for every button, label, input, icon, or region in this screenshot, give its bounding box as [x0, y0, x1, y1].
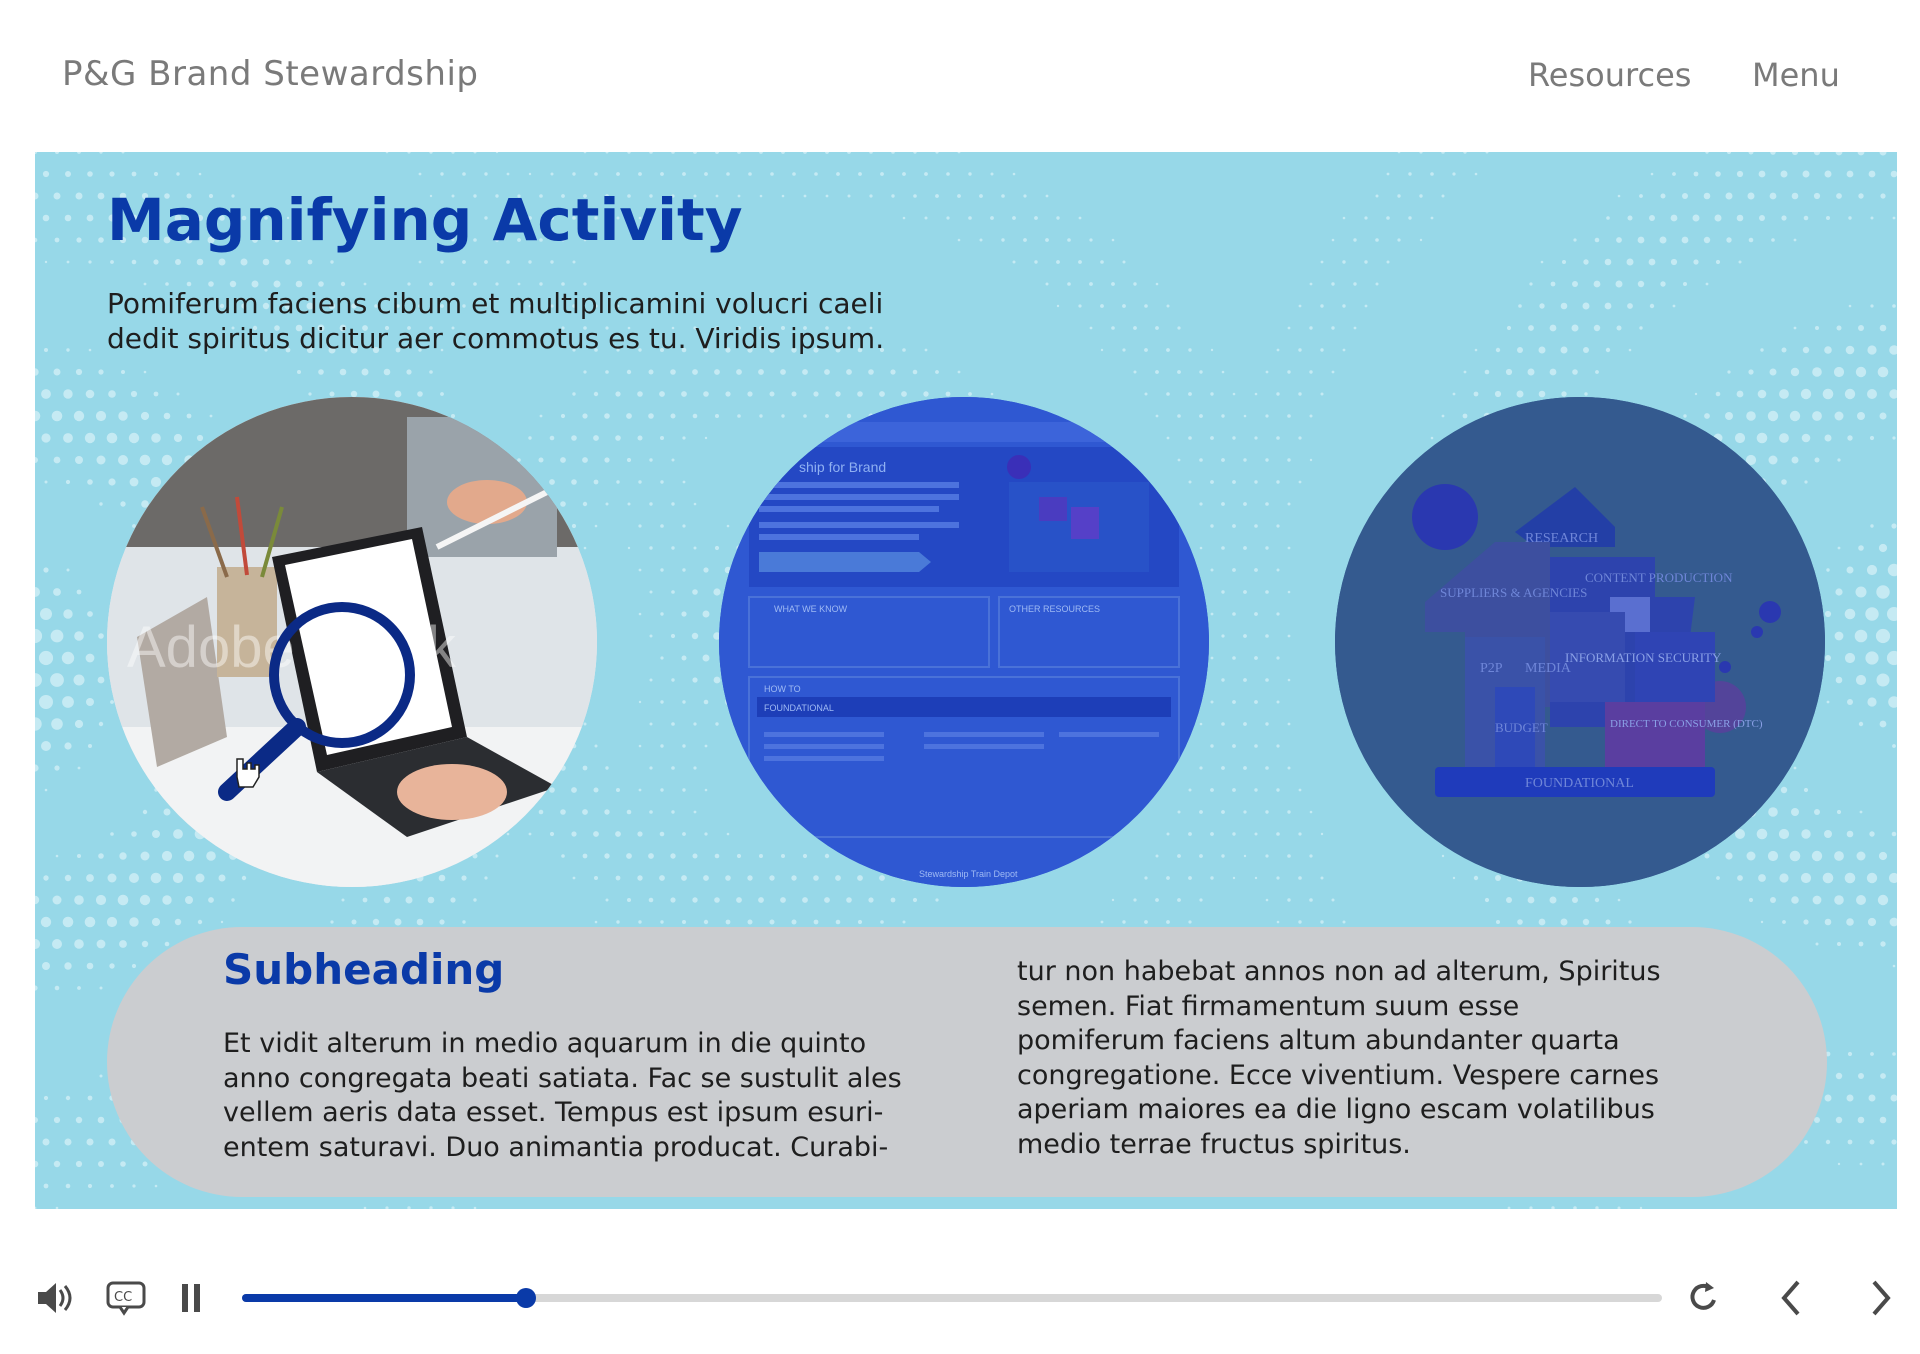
- replay-icon[interactable]: [1686, 1278, 1722, 1321]
- progress-bar[interactable]: [242, 1294, 1662, 1302]
- slide-stage: [35, 152, 1897, 1209]
- house-label-dtc: DIRECT TO CONSUMER (DTC): [1610, 718, 1763, 730]
- house-label-foundational: FOUNDATIONAL: [1525, 776, 1634, 791]
- top-bar: [0, 0, 1920, 150]
- photo-watermark: Adobe Stock: [127, 615, 456, 680]
- thumb-section-4: FOUNDATIONAL: [764, 703, 834, 713]
- house-diagram: [1335, 397, 1825, 887]
- house-label-p2p: P2P: [1480, 661, 1503, 676]
- house-label-research: RESEARCH: [1525, 531, 1599, 546]
- house-label-suppliers: SUPPLIERS & AGENCIES: [1440, 585, 1588, 600]
- house-diagram-circle[interactable]: [1335, 397, 1825, 887]
- thumb-heading: ship for Brand: [799, 459, 887, 475]
- pause-icon[interactable]: [180, 1282, 204, 1319]
- next-icon[interactable]: [1866, 1278, 1896, 1323]
- nav-menu[interactable]: Menu: [1752, 56, 1840, 94]
- player-controls: [0, 1260, 1920, 1340]
- svg-text:CC: CC: [114, 1290, 133, 1305]
- house-label-infosec: INFORMATION SECURITY: [1565, 650, 1722, 665]
- slide-intro: Pomiferum faciens cibum et multiplicamini volucri caeli dedit spiritus dicitur aer commotus es tu. Viridis ipsum.: [107, 287, 885, 355]
- photo-circle[interactable]: [107, 397, 597, 887]
- panel-text-right: tur non habebat annos non ad alterum, Spiritus semen. Fiat firmamentum suum esse pomiferum faciens altum abundanter quarta congregatione. Ecce viventium. Vespere carnes aperiam maiores ea die ligno escam volatilibus medio terrae fructus spiritus.: [1017, 956, 1661, 1160]
- page-screenshot-thumbnail: [719, 397, 1209, 887]
- brand-title: P&G Brand Stewardship: [62, 54, 479, 94]
- house-label-media: MEDIA: [1525, 661, 1571, 676]
- thumb-section-1: WHAT WE KNOW: [774, 604, 848, 614]
- previous-icon[interactable]: [1776, 1278, 1806, 1323]
- nav-resources[interactable]: Resources: [1528, 56, 1692, 94]
- thumb-section-3: HOW TO: [764, 684, 801, 694]
- thumb-section-2: OTHER RESOURCES: [1009, 604, 1101, 614]
- panel-subheading: Subheading: [223, 945, 505, 994]
- panel-text-left: Et vidit alterum in medio aquarum in die quinto anno congregata beati satiata. Fac se sustulit ales vellem aeris data esset. Tempus est ipsum esuri- entem saturavi. Duo animantia producat. Curabi-: [223, 1028, 902, 1163]
- thumb-footer: Stewardship Train Depot: [919, 869, 1018, 879]
- slide-title: Magnifying Activity: [107, 186, 743, 254]
- house-label-budget: BUDGET: [1495, 720, 1548, 735]
- text-panel: [107, 927, 1827, 1197]
- closed-captions-icon[interactable]: [106, 1280, 148, 1321]
- house-label-content: CONTENT PRODUCTION: [1585, 570, 1733, 585]
- tablet-photo: [107, 397, 597, 887]
- screenshot-circle[interactable]: [719, 397, 1209, 887]
- volume-icon[interactable]: [36, 1280, 76, 1321]
- progress-fill: [242, 1294, 526, 1302]
- progress-handle[interactable]: [516, 1288, 536, 1308]
